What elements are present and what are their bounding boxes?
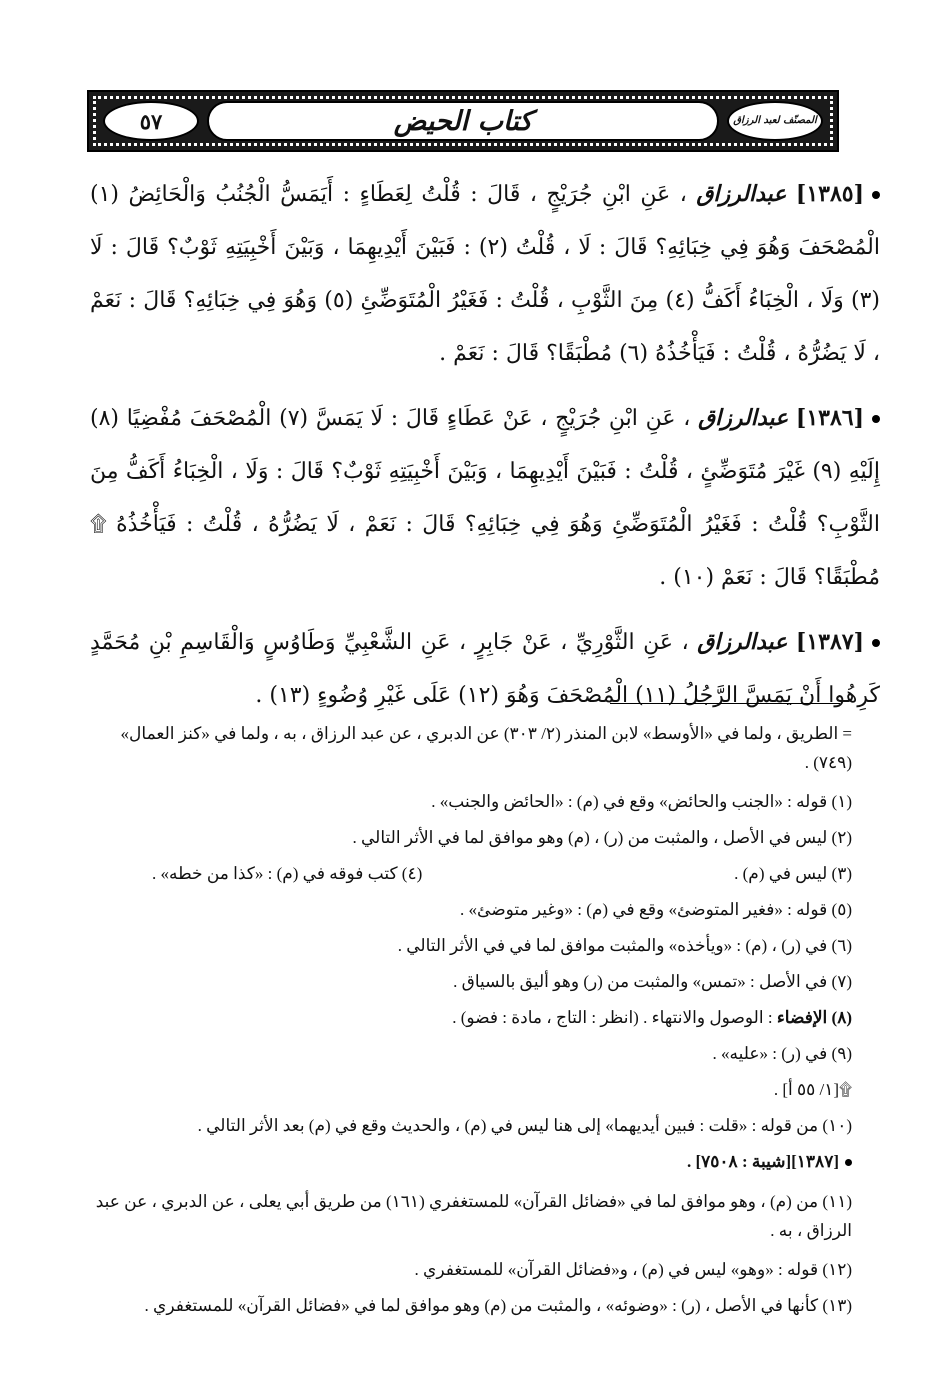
footnote-3: (٣) ليس في (م) .: [734, 864, 852, 883]
footnote-3-4-row: [92, 856, 852, 892]
hadith-1386: [90, 392, 880, 604]
chapter-title: كتاب الحيض: [393, 105, 533, 137]
hadith-number: [١٣٨٥]: [795, 181, 864, 207]
footnote-13: (١٣) كأنها في الأصل ، (ر) : «وضوئه» ، والمثبت من (م) وهو موافق لما في «فضائل القرآن» للمستغفري .: [144, 1296, 852, 1315]
reference-1387-text: [١٣٨٧][شيبة : ٧٥٠٨] .: [686, 1152, 839, 1171]
book-logo: المصنّف لعبد الرزاق: [733, 115, 817, 126]
hadith-text: ، عَنِ ابْنِ جُرَيْجٍ ، عَنْ عَطَاءٍ قَالَ : لَا يَمَسَّ (٧) الْمُصْحَفَ مُفْضِيًا (٨) إِلَيْهِ (٩) غَيْرَ مُتَوَضِّئٍ ، قُلْتُ : فَبَيْنَ أَيْدِيهِمَا ، وَبَيْنَ أَخْبِيَتِهِ ثَوْبٌ؟ قَالَ : وَلَا ، الْخِبَاءُ أَكَفُّ مِنَ الثَّوْبِ؟ قُلْتُ : فَغَيْرُ الْمُتَوَضِّئِ وَهُوَ فِي خِبَائِهِ؟ قَالَ : نَعَمْ ، لَا يَضُرُّهُ ، قُلْتُ : فَيَأْخُذُهُ ۩ مُطْبَقًا؟ قَالَ : نَعَمْ (١٠) .: [90, 406, 880, 590]
hadith-number: [١٣٨٦]: [795, 405, 864, 431]
bullet-icon: [872, 191, 880, 199]
footnote-2: (٢) ليس في الأصل ، والمثبت من (ر) ، (م) وهو موافق لما في الأثر التالي .: [352, 828, 852, 847]
page-number-oval: [103, 101, 199, 141]
footnote-8-term: (٨) الإفضاء: [776, 1008, 852, 1027]
hadith-author: عبدالرزاق: [698, 405, 789, 431]
hadith-text: ، عَنِ ابْنِ جُرَيْجٍ ، قَالَ : قُلْتُ لِعَطَاءٍ : أَيَمَسُّ الْجُنُبُ وَالْحَائِضُ (١) الْمُصْحَفَ وَهُوَ فِي خِبَائِهِ؟ قَالَ : لَا ، قُلْتُ (٢) : فَبَيْنَ أَيْدِيهِمَا ، وَبَيْنَ أَخْبِيَتِهِ ثَوْبٌ؟ قَالَ : لَا (٣) وَلَا ، الْخِبَاءُ أَكَفُّ (٤) مِنَ الثَّوْبِ ، قُلْتُ : فَغَيْرُ الْمُتَوَضِّئِ (٥) وَهُوَ فِي خِبَائِهِ؟ قَالَ : نَعَمْ ، لَا يَضُرُّهُ ، قُلْتُ : فَيَأْخُذُهُ (٦) مُطْبَقًا؟ قَالَ : نَعَمْ .: [90, 182, 880, 366]
hadith-text: ، عَنِ الثَّوْرِيِّ ، عَنْ جَابِرٍ ، عَنِ الشَّعْبِيِّ وَطَاوُسٍ وَالْقَاسِمِ بْنِ مُحَمَّدٍ كَرِهُوا أَنْ يَمَسَّ الرَّجُلُ (١١) الْمُصْحَفَ وَهُوَ (١٢) عَلَى غَيْرِ وُضُوءٍ (١٣) .: [90, 630, 880, 708]
footnote-11: (١١) من (م) ، وهو موافق لما في «فضائل القرآن» للمستغفري (١٦١) من طريق أبي يعلى ، عن الدبري ، عن عبد الرزاق ، به .: [95, 1192, 852, 1240]
footnote-5: (٥) قوله : «فغير المتوضئ» وقع في (م) : «وغير متوضئ» .: [460, 900, 852, 919]
hadith-author: عبدالرزاق: [697, 629, 788, 655]
folio-marker: ۩[١/ ٥٥ أ] .: [773, 1080, 852, 1099]
footnote-1: (١) قوله : «الجنب والحائض» وقع في (م) : «الحائض والجنب» .: [431, 792, 852, 811]
footnote-7: (٧) في الأصل : «تمس» والمثبت من (ر) وهو أليق بالسياق .: [453, 972, 852, 991]
hadith-1387: [90, 616, 880, 722]
hadith-1385: [90, 168, 880, 380]
hadith-list: [90, 168, 880, 734]
page-number: ٥٧: [139, 108, 163, 134]
bullet-icon: [872, 415, 880, 423]
footnote-6: (٦) في (ر) ، (م) : «ويأخذه» والمثبت موافق لما في في الأثر التالي .: [397, 936, 852, 955]
footnote-divider: [610, 703, 840, 704]
footnote-9: (٩) في (ر) : «عليه» .: [712, 1044, 852, 1063]
hadith-author: عبدالرزاق: [696, 181, 787, 207]
bullet-icon: [845, 1159, 852, 1166]
footnote-continuation: = الطريق ، ولما في «الأوسط» لابن المنذر (٢/ ٣٠٣) عن الدبري ، عن عبد الرزاق ، به ، ولما في «كنز العمال» (٧٤٩) .: [120, 724, 852, 772]
footnote-4: (٤) كتب فوقه في (م) : «كذا من خطه» .: [152, 864, 423, 883]
footnote-8-text: : الوصول والانتهاء . (انظر : التاج ، مادة : فضو) .: [452, 1008, 773, 1027]
footnote-pair: [92, 863, 852, 885]
chapter-title-plate: [207, 101, 719, 141]
book-logo-oval: [727, 101, 823, 141]
bullet-icon: [872, 639, 880, 647]
header-band: [87, 90, 839, 152]
hadith-number: [١٣٨٧]: [795, 629, 864, 655]
footnote-10: (١٠) من قوله : «قلت : فبين أيديهما» إلى هنا ليس في (م) ، والحديث وقع في (م) بعد الأثر التالي .: [197, 1116, 852, 1135]
footnotes: [92, 712, 852, 1324]
footnote-8: [92, 1000, 852, 1036]
footnote-12: (١٢) قوله : «وهو» ليس في (م) ، و«فضائل القرآن» للمستغفري .: [414, 1260, 852, 1279]
reference-1387: [92, 1144, 852, 1180]
